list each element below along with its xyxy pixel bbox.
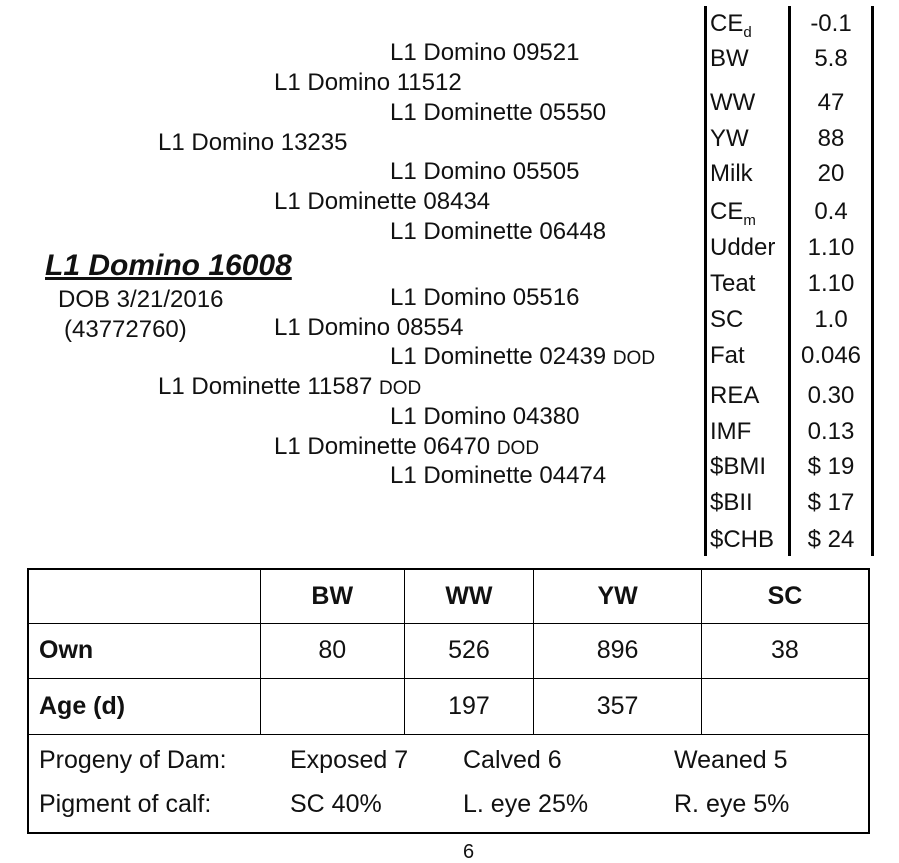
table-cell: 896 xyxy=(534,623,702,679)
performance-table xyxy=(27,568,870,834)
table-cell xyxy=(260,679,404,735)
progeny-exposed: Exposed 7 xyxy=(290,746,409,775)
dod-tag: DOD xyxy=(496,438,540,459)
pigment-left-eye: L. eye 25% xyxy=(463,789,589,818)
row-label: Own xyxy=(28,623,260,679)
epd-label: CE xyxy=(710,10,744,37)
epd-row-bmi xyxy=(704,451,876,485)
epd-label: $BMI xyxy=(710,453,767,480)
epd-label: Fat xyxy=(710,342,745,369)
epd-row-bw xyxy=(704,43,876,77)
table-row xyxy=(28,623,869,679)
epd-label: IMF xyxy=(710,418,752,445)
epd-value: -0.1 xyxy=(810,10,852,37)
epd-value: 0.046 xyxy=(800,342,862,369)
pedigree-sire-dam-sire: L1 Domino 05505 xyxy=(390,158,580,185)
epd-value: 20 xyxy=(817,160,845,187)
epd-value: 47 xyxy=(817,89,845,116)
epd-value: 1.10 xyxy=(807,234,855,261)
epd-value: 1.0 xyxy=(814,306,848,333)
table-cell: 197 xyxy=(404,679,534,735)
epd-label: CE xyxy=(710,198,744,225)
pedigree-sire-dam: L1 Dominette 08434 xyxy=(274,188,491,215)
progeny-weaned: Weaned 5 xyxy=(674,746,788,775)
epd-table xyxy=(704,6,876,556)
epd-label: SC xyxy=(710,306,744,333)
dod-tag: DOD xyxy=(612,348,656,369)
progeny-label: Progeny of Dam: xyxy=(39,746,227,775)
epd-label: WW xyxy=(710,89,756,116)
pedigree-sire-sire: L1 Domino 11512 xyxy=(274,69,462,96)
table-cell: 38 xyxy=(701,623,869,679)
epd-row-fat xyxy=(704,340,876,374)
table-cell: 526 xyxy=(404,623,534,679)
pedigree-dam-sire-sire: L1 Domino 05516 xyxy=(390,284,580,311)
epd-label: Teat xyxy=(710,270,756,297)
epd-row-ced: $CE_d$ -0.1 xyxy=(704,8,876,42)
epd-value: $ 24 xyxy=(807,526,855,553)
progeny-calved: Calved 6 xyxy=(463,746,562,775)
epd-label: Udder xyxy=(710,234,776,261)
pigment-row xyxy=(28,783,869,833)
epd-row-rea xyxy=(704,380,876,414)
pedigree-dam-dam-sire: L1 Domino 04380 xyxy=(390,403,580,430)
table-row xyxy=(28,679,869,735)
pedigree-sire-sire-sire: L1 Domino 09521 xyxy=(390,39,580,66)
pedigree-dam: L1 Dominette 11587 DOD xyxy=(158,373,422,400)
epd-value: 0.30 xyxy=(807,382,855,409)
table-header-cell: WW xyxy=(404,569,534,623)
epd-label: Milk xyxy=(710,160,753,187)
pedigree-sire: L1 Domino 13235 xyxy=(158,129,348,156)
pedigree-dam-dam-dam: L1 Dominette 04474 xyxy=(390,462,607,489)
animal-registration: (43772760) xyxy=(64,316,187,343)
pedigree-sire-dam-dam: L1 Dominette 06448 xyxy=(390,218,607,245)
epd-row-chb xyxy=(704,524,876,558)
animal-name: L1 Domino 16008 xyxy=(45,249,292,282)
pigment-label: Pigment of calf: xyxy=(39,789,212,818)
dod-tag: DOD xyxy=(379,378,422,399)
table-cell xyxy=(701,679,869,735)
table-header-row xyxy=(28,569,869,623)
epd-row-yw xyxy=(704,123,876,157)
pedigree-dam-sire: L1 Domino 08554 xyxy=(274,314,464,341)
epd-row-ww xyxy=(704,87,876,121)
animal-dob: DOB 3/21/2016 xyxy=(58,286,224,313)
epd-value: 5.8 xyxy=(814,45,848,72)
pigment-right-eye: R. eye 5% xyxy=(674,789,790,818)
table-header-cell: SC xyxy=(701,569,869,623)
page-number: 6 xyxy=(463,841,475,863)
epd-value: 1.10 xyxy=(807,270,855,297)
epd-value: 0.4 xyxy=(814,198,848,225)
row-label: Age (d) xyxy=(28,679,260,735)
epd-label: BW xyxy=(710,45,749,72)
epd-label: $BII xyxy=(710,489,753,516)
table-cell: 357 xyxy=(534,679,702,735)
epd-row-udder xyxy=(704,232,876,266)
epd-value: $ 19 xyxy=(807,453,855,480)
epd-value: $ 17 xyxy=(807,489,855,516)
epd-value: 88 xyxy=(817,125,845,152)
epd-row-bii xyxy=(704,487,876,521)
table-cell: 80 xyxy=(260,623,404,679)
pigment-sc: SC 40% xyxy=(290,789,382,818)
epd-value: 0.13 xyxy=(807,418,855,445)
epd-row-cem: $CE_m$ 0.4 xyxy=(704,196,876,230)
epd-label: $CHB xyxy=(710,526,775,553)
pedigree-sire-sire-dam: L1 Dominette 05550 xyxy=(390,99,607,126)
epd-row-milk xyxy=(704,158,876,192)
epd-row-teat xyxy=(704,268,876,302)
epd-row-sc xyxy=(704,304,876,338)
epd-row-imf xyxy=(704,416,876,450)
progeny-row xyxy=(28,734,869,783)
table-header-cell: BW xyxy=(260,569,404,623)
epd-label: REA xyxy=(710,382,760,409)
table-header-cell xyxy=(28,569,260,623)
pedigree-dam-dam: L1 Dominette 06470 DOD xyxy=(274,433,540,460)
epd-label: YW xyxy=(710,125,749,152)
pedigree-dam-sire-dam: L1 Dominette 02439 DOD xyxy=(390,343,656,370)
table-header-cell: YW xyxy=(534,569,702,623)
